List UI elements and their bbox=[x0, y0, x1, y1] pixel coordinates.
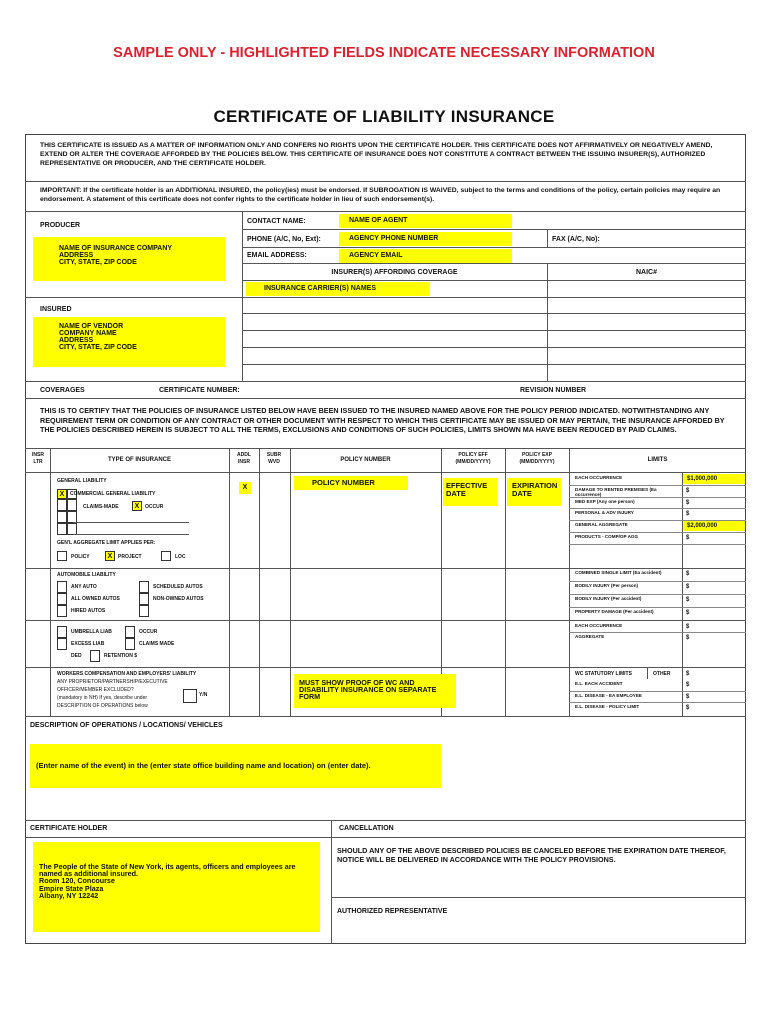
all-owned-label: ALL OWNED AUTOS bbox=[71, 596, 120, 602]
limit-value[interactable]: $ bbox=[686, 499, 690, 506]
insured-label: INSURED bbox=[40, 306, 72, 313]
limit-value[interactable]: $ bbox=[686, 610, 690, 616]
umb-occur-label: OCCUR bbox=[139, 629, 158, 635]
excess-label: EXCESS LIAB bbox=[71, 641, 105, 647]
producer-city: CITY, STATE, ZIP CODE bbox=[59, 259, 137, 266]
contact-name-field[interactable] bbox=[339, 214, 512, 228]
hired-checkbox[interactable] bbox=[57, 605, 67, 617]
limit-value[interactable]: $ bbox=[686, 535, 690, 541]
limit-value[interactable]: $ bbox=[686, 511, 690, 518]
limit-value[interactable]: $ bbox=[686, 682, 690, 688]
fax-label: FAX (A/C, No): bbox=[552, 236, 600, 243]
limit-label: PRODUCTS - COMP/OP AGG bbox=[575, 534, 639, 539]
certificate-holder-field[interactable] bbox=[33, 842, 320, 932]
wc-line3: OFFICER/MEMBER EXCLUDED? bbox=[57, 687, 134, 693]
wc-yn-label: Y/N bbox=[199, 692, 208, 698]
cancellation-text: SHOULD ANY OF THE ABOVE DESCRIBED POLICIES BE CANCELED BEFORE THE EXPIRATION DATE THEREOF, NOTICE WILL BE DELIVERED IN ACCORDANCE WITH THE POLICY PROVISIONS. bbox=[337, 846, 726, 865]
insurance-carrier-field[interactable] bbox=[246, 282, 430, 296]
non-owned-checkbox[interactable] bbox=[139, 593, 149, 605]
certify-text: THIS IS TO CERTIFY THAT THE POLICIES OF INSURANCE LISTED BELOW HAVE BEEN ISSUED TO THE INSURED NAMED ABOVE FOR THE POLICY PERIOD INDICATED. NOTWITHSTANDING ANY REQUIREMENT TERM OR CONDITION OF ANY CONTRACT OR OTHER DOCUMENT WITH RESPECT TO WHICH THIS CERTIFICATE MAY BE ISSUED OR MAY PERTAIN, THE INSURANCE AFFORDED BY THE POLICIES DESCRIBED HEREIN IS SUBJECT TO ALL THE TERMS, EXCLUSIONS AND CONDITIONS OF SUCH POLICIES, LIMITS SHOWN MA HAVE BEEN REDUCED BY PAID CLAIMS. bbox=[40, 406, 725, 435]
limit-label: MED EXP (Any one person) bbox=[575, 498, 635, 504]
gl-extra-checkbox-1[interactable] bbox=[57, 511, 67, 523]
wc-line5: DESCRIPTION OF OPERATIONS below bbox=[57, 703, 148, 709]
agg-policy-label: POLICY bbox=[71, 554, 90, 560]
certificate-holder-label: CERTIFICATE HOLDER bbox=[30, 825, 108, 832]
wc-line4: (mandatory in NH) If yes, describe under bbox=[57, 695, 148, 701]
expiration-date-field[interactable] bbox=[507, 478, 561, 506]
contact-name-value: NAME OF AGENT bbox=[349, 217, 408, 224]
umbrella-checkbox[interactable] bbox=[57, 626, 67, 638]
agg-project-checkbox[interactable]: X bbox=[105, 551, 115, 561]
limit-value[interactable]: $2,000,000 bbox=[683, 521, 745, 531]
limit-value[interactable]: $ bbox=[686, 624, 690, 630]
auto-extra-checkbox[interactable] bbox=[139, 605, 149, 617]
producer-label: PRODUCER bbox=[40, 222, 81, 229]
cancellation-label: CANCELLATION bbox=[339, 825, 394, 832]
limit-value[interactable]: $ bbox=[686, 597, 690, 603]
gl-blank-checkbox-2[interactable] bbox=[57, 499, 67, 511]
umb-claims-label: CLAIMS MADE bbox=[139, 641, 175, 647]
wc-line2: ANY PROPRIETOR/PARTNERSHIP/EXECUTIVE bbox=[57, 679, 168, 685]
aggregate-applies-label: GEN'L AGGREGATE LIMIT APPLIES PER: bbox=[57, 540, 156, 546]
umb-claims-checkbox[interactable] bbox=[125, 638, 135, 650]
limit-label: AGGREGATE bbox=[575, 634, 605, 639]
umbrella-label: UMBRELLA LIAB bbox=[71, 629, 112, 635]
phone-value: AGENCY PHONE NUMBER bbox=[349, 235, 439, 242]
claims-made-checkbox[interactable] bbox=[67, 499, 77, 511]
occur-checkbox[interactable]: X bbox=[132, 501, 142, 511]
gl-title: GENERAL LIABILITY bbox=[57, 478, 107, 484]
notice-important: IMPORTANT: If the certificate holder is an ADDITIONAL INSURED, the policy(ies) must be endorsed. If SUBROGATION IS WAIVED, subject to the terms and conditions of the policy, certain policies may require an endorsement. A statement of this certificate does not confer rights to the certificate holder in lieu of such endorsement(s). bbox=[40, 187, 721, 203]
retention-checkbox[interactable] bbox=[90, 650, 100, 662]
agg-project-label: PROJECT bbox=[118, 554, 142, 560]
limit-value[interactable]: $ bbox=[686, 635, 690, 641]
email-field[interactable] bbox=[339, 249, 512, 263]
limit-label: GENERAL AGGREGATE bbox=[575, 522, 628, 528]
limit-label: PROPERTY DAMAGE (Per accident) bbox=[575, 609, 654, 614]
agg-policy-checkbox[interactable] bbox=[57, 551, 67, 561]
notice-rights: THIS CERTIFICATE IS ISSUED AS A MATTER OF INFORMATION ONLY AND CONFERS NO RIGHTS UPON THE CERTIFICATE HOLDER. THIS CERTIFICATE DOES NOT AFFIRMATIVELY OR NEGATIVELY AMEND, EXTEND OR ALTER THE COVERAGE AFFORDED BY THE POLICIES BELOW. THIS CERTIFICATE OF INSURANCE DOES NOT CONSTITUTE A CONTRACT BETWEEN THE ISSUING INSURER(S), AUTHORIZED REPRESENTATIVE OR PRODUCER, AND THE CERTIFICATE HOLDER. bbox=[40, 142, 713, 167]
page-title: CERTIFICATE OF LIABILITY INSURANCE bbox=[213, 107, 555, 126]
insured-info-field[interactable] bbox=[33, 317, 225, 367]
non-owned-label: NON-OWNED AUTOS bbox=[153, 596, 204, 602]
policy-number-header: POLICY NUMBER bbox=[340, 457, 391, 463]
scheduled-checkbox[interactable] bbox=[139, 581, 149, 593]
limit-label: E.L. EACH ACCIDENT bbox=[575, 681, 623, 686]
limit-value[interactable]: $ bbox=[686, 584, 690, 590]
holder-plaza: Empire State Plaza bbox=[39, 883, 104, 893]
description-value: (Enter name of the event) in the (enter state office building name and location) on (enter date). bbox=[36, 761, 371, 770]
all-owned-checkbox[interactable] bbox=[57, 593, 67, 605]
insurers-header: INSURER(S) AFFORDING COVERAGE bbox=[331, 269, 458, 276]
description-label: DESCRIPTION OF OPERATIONS / LOCATIONS/ VEHICLES bbox=[30, 722, 223, 729]
ded-label: DED bbox=[71, 653, 82, 659]
insured-company: COMPANY NAME bbox=[59, 330, 117, 337]
limit-value[interactable]: $ bbox=[686, 705, 690, 711]
insured-address: ADDRESS bbox=[59, 337, 94, 344]
certificate-number-label: CERTIFICATE NUMBER: bbox=[159, 387, 240, 394]
coverages-label: COVERAGES bbox=[40, 387, 85, 394]
contact-name-label: CONTACT NAME: bbox=[247, 218, 306, 225]
any-auto-label: ANY AUTO bbox=[71, 584, 97, 590]
limit-value[interactable]: $ bbox=[686, 487, 690, 494]
limit-label: EACH OCCURRENCE bbox=[575, 475, 623, 480]
wc-title: WORKERS COMPENSATION AND EMPLOYERS' LIABILITY bbox=[57, 671, 197, 677]
producer-info-field[interactable] bbox=[33, 237, 225, 281]
expiration-date-value: EXPIRATION DATE bbox=[512, 481, 558, 498]
limit-label: BODILY INJURY (Per accident) bbox=[575, 596, 642, 601]
description-field[interactable] bbox=[30, 744, 441, 788]
phone-label: PHONE (A/C, No, Ext): bbox=[247, 236, 321, 243]
insured-city: CITY, STATE, ZIP CODE bbox=[59, 344, 137, 351]
holder-city: Albany, NY 12242 bbox=[39, 890, 99, 900]
wc-other-label: OTHER bbox=[653, 671, 671, 677]
policy-number-field[interactable] bbox=[294, 476, 408, 490]
hired-label: HIRED AUTOS bbox=[71, 608, 106, 614]
limit-label: DAMAGE TO RENTED PREMISES (Ea occurrence) bbox=[575, 486, 657, 497]
email-label: EMAIL ADDRESS: bbox=[247, 252, 307, 259]
policy-exp-header: POLICY EXP (MM/DD/YYYY) bbox=[519, 452, 555, 465]
email-value: AGENCY EMAIL bbox=[349, 252, 403, 259]
occur-label: OCCUR bbox=[145, 504, 164, 510]
agg-loc-label: LOC bbox=[175, 554, 186, 560]
addl-insr-x[interactable] bbox=[239, 482, 251, 494]
limit-value[interactable]: $ bbox=[686, 571, 690, 577]
auto-title: AUTOMOBILE LIABILITY bbox=[57, 572, 116, 578]
sample-banner: SAMPLE ONLY - HIGHLIGHTED FIELDS INDICATE NECESSARY INFORMATION bbox=[113, 45, 655, 61]
limit-label: BODILY INJURY (Per person) bbox=[575, 583, 639, 588]
insurance-carrier-value: INSURANCE CARRIER(S) NAMES bbox=[264, 285, 377, 292]
limits-header: LIMITS bbox=[647, 457, 668, 463]
limit-label: COMBINED SINGLE LIMIT (Ea accident) bbox=[575, 570, 662, 575]
retention-label: RETENTION $ bbox=[104, 653, 138, 659]
type-header: TYPE OF INSURANCE bbox=[107, 457, 171, 463]
scheduled-label: SCHEDULED AUTOS bbox=[153, 584, 203, 590]
commercial-gl-label: COMMERCIAL GENERAL LIABILITY bbox=[70, 491, 156, 497]
any-auto-checkbox[interactable] bbox=[57, 581, 67, 593]
limit-label: PERSONAL & ADV INJURY bbox=[575, 510, 634, 516]
authorized-representative-label: AUTHORIZED REPRESENTATIVE bbox=[337, 908, 448, 915]
gl-extra-checkbox-3[interactable] bbox=[57, 523, 67, 535]
umb-occur-checkbox[interactable] bbox=[125, 626, 135, 638]
excess-checkbox[interactable] bbox=[57, 638, 67, 650]
limit-value[interactable]: $1,000,000 bbox=[683, 474, 745, 484]
policy-eff-header: POLICY EFF (MM/DD/YYYY) bbox=[455, 452, 491, 465]
addl-insr-x-text: X bbox=[242, 484, 248, 491]
limit-label: E.L. DISEASE - POLICY LIMIT bbox=[575, 704, 640, 709]
producer-company: NAME OF INSURANCE COMPANY bbox=[59, 245, 173, 252]
revision-number-label: REVISION NUMBER bbox=[520, 387, 587, 394]
claims-made-label: CLAIMS-MADE bbox=[83, 504, 119, 510]
wc-statutory-label: WC STATUTORY LIMITS bbox=[575, 671, 632, 677]
effective-date-value: EFFECTIVE DATE bbox=[446, 481, 488, 498]
commercial-gl-checkbox[interactable]: X bbox=[57, 489, 67, 499]
insured-vendor: NAME OF VENDOR bbox=[59, 323, 124, 330]
limit-label: E.L. DISEASE - EA EMPLOYEE bbox=[575, 692, 642, 698]
agg-loc-checkbox[interactable] bbox=[161, 551, 171, 561]
wc-excluded-checkbox[interactable] bbox=[183, 689, 197, 703]
limit-label: EACH OCCURRENCE bbox=[575, 623, 623, 628]
limit-value[interactable]: $ bbox=[686, 693, 690, 700]
wc-proof-note[interactable] bbox=[294, 674, 456, 708]
addl-header: ADDL INSR bbox=[237, 452, 251, 465]
holder-text: The People of the State of New York, its agents, officers and employees are named as additional insured. bbox=[39, 862, 296, 879]
wc-statutory-value: $ bbox=[686, 671, 690, 677]
phone-field[interactable] bbox=[339, 232, 512, 246]
naic-header: NAIC# bbox=[635, 269, 657, 276]
policy-number-value: POLICY NUMBER bbox=[312, 478, 375, 487]
effective-date-field[interactable] bbox=[443, 478, 497, 506]
subr-header: SUBR WVD bbox=[266, 452, 282, 465]
producer-address: ADDRESS bbox=[59, 252, 94, 259]
wc-proof-text: MUST SHOW PROOF OF WC AND DISABILITY INSURANCE ON SEPARATE FORM bbox=[299, 678, 437, 702]
insr-ltr-header: INSR LTR bbox=[32, 452, 44, 465]
holder-room: Room 120, Concourse bbox=[39, 876, 115, 886]
